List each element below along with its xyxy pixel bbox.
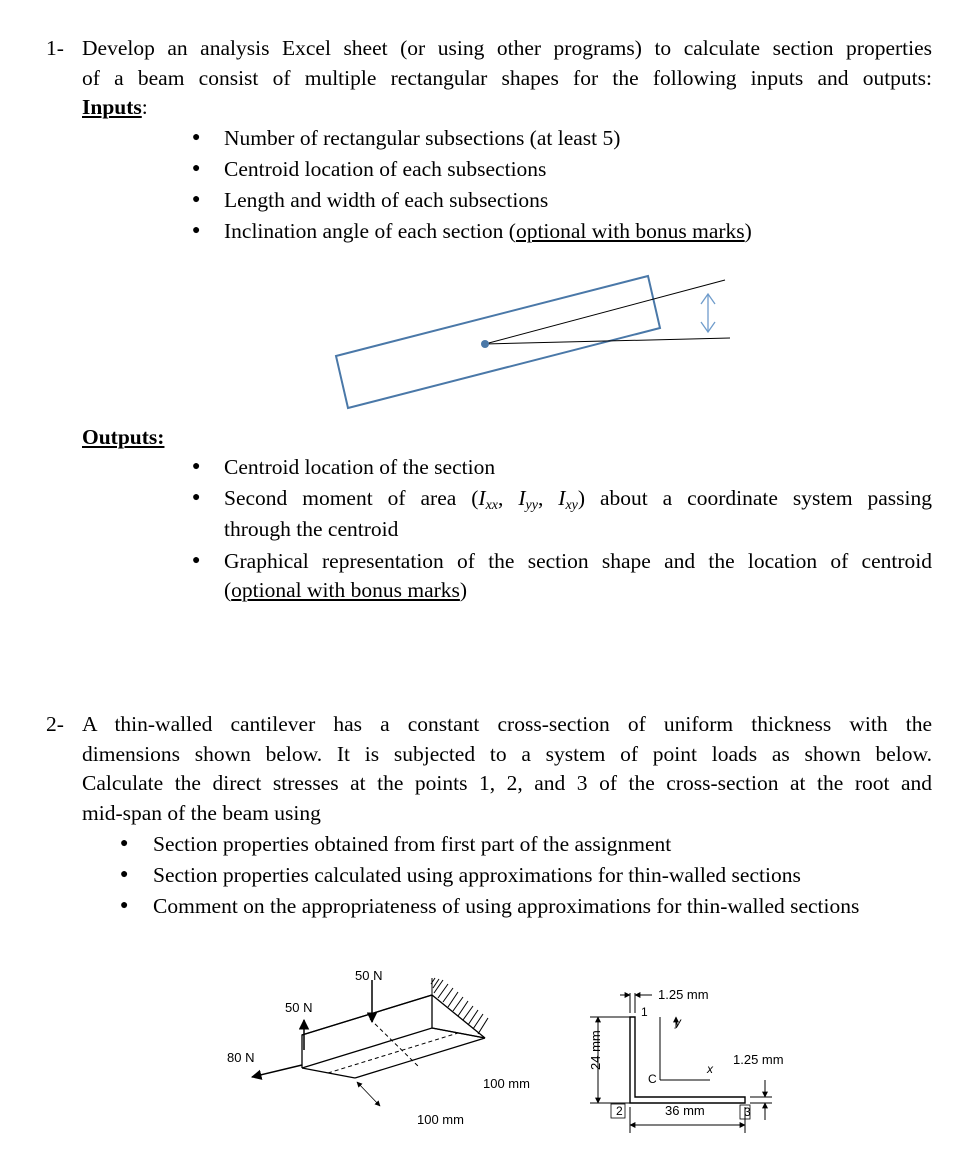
output2-symbol: I	[478, 486, 486, 510]
output-item: Second moment of area ($I_{xx}$, $I_{yy}$, $I_{xy}$) about a coordinate system passing	[224, 486, 933, 513]
output2-sub-xx: xx	[485, 498, 498, 513]
point-2-label: 2	[616, 1104, 623, 1118]
thick-top-label: 1.25 mm	[658, 987, 709, 1002]
input-item: Number of rectangular subsections (at least 5)	[224, 126, 621, 150]
inputs-heading	[82, 92, 148, 122]
q1-number: 1-	[46, 36, 64, 60]
load-top-label: 50 N	[355, 968, 383, 983]
bullet-icon: ●	[192, 192, 201, 207]
inclined-axis	[485, 280, 725, 344]
input-item: Centroid location of each subsections	[224, 157, 547, 181]
output-item: Centroid location of the section	[224, 455, 496, 479]
q2-bullet: Section properties obtained from first part of the assignment	[153, 832, 672, 856]
height-dim-label: 24 mm	[588, 1030, 603, 1070]
inputs-heading-label: Inputs	[82, 95, 142, 119]
input-item: Length and width of each subsections	[224, 188, 549, 212]
wall-hatch-icon	[431, 978, 488, 1034]
output2-post: ) about a coordinate system passing	[577, 486, 933, 510]
output-item-continued: (optional with bonus marks)	[224, 578, 468, 602]
output-item: Graphical representation of the section shape and the location of centroid	[224, 549, 932, 573]
load-side-label: 80 N	[227, 1050, 255, 1065]
q2-bullet: Comment on the appropriateness of using approximations for thin-walled sections	[153, 894, 860, 918]
q2-line3: Calculate the direct stresses at the points 1, 2, and 3 of the cross-section at the root and	[82, 771, 932, 795]
x-axis-label: x	[707, 1062, 713, 1076]
output-item-continued: through the centroid	[224, 517, 399, 541]
bullet-icon: ●	[192, 161, 201, 176]
output2-sub-yy: yy	[525, 498, 538, 513]
q2-line4: mid-span of the beam using	[82, 801, 321, 825]
cantilever-figure	[220, 960, 560, 1140]
length-dim-arrow-icon	[357, 1082, 380, 1106]
flange-dim-label: 36 mm	[665, 1103, 705, 1118]
cross-section-figure	[560, 975, 800, 1135]
q2-line2: dimensions shown below. It is subjected to a system of point loads as shown below.	[82, 742, 932, 766]
angle-arrow-icon	[701, 294, 715, 332]
bullet-icon: ●	[120, 898, 129, 913]
outputs-heading: Outputs:	[82, 425, 165, 449]
bullet-icon: ●	[120, 836, 129, 851]
q2-bullet: Section properties calculated using approximations for thin-walled sections	[153, 863, 801, 887]
bullet-icon: ●	[192, 459, 201, 474]
length-dim-label: 100 mm	[417, 1112, 464, 1127]
y-axis-label: y	[675, 1015, 681, 1029]
width-dim-label: 100 mm	[483, 1076, 530, 1091]
inclined-rectangle	[336, 276, 660, 408]
point-1-label: 1	[641, 1005, 648, 1019]
optional-note: optional with bonus marks	[231, 578, 460, 602]
bullet-icon: ●	[192, 553, 201, 568]
input-item: Inclination angle of each section (optional with bonus marks)	[224, 219, 752, 243]
output2-pre: Second moment of area (	[224, 486, 479, 510]
inputs-heading-colon: :	[141, 95, 148, 119]
bullet-icon: ●	[120, 867, 129, 882]
output2-symbol: I	[558, 486, 566, 510]
bullet-icon: ●	[192, 490, 201, 505]
output2-sub-xy: xy	[565, 498, 578, 513]
q2-line1: A thin-walled cantilever has a constant cross-section of uniform thickness with the	[82, 712, 932, 736]
centroid-label: C	[648, 1072, 657, 1086]
load-side-arrow-icon	[252, 1065, 302, 1077]
q1-line1: Develop an analysis Excel sheet (or using other programs) to calculate section properties	[82, 36, 932, 60]
l-section-shape	[630, 1017, 745, 1103]
q2-number: 2-	[46, 712, 64, 736]
bullet-icon: ●	[192, 223, 201, 238]
input-item-text: Inclination angle of each section	[224, 219, 509, 243]
point-3-label: 3	[744, 1105, 751, 1119]
optional-note: optional with bonus marks	[515, 219, 745, 243]
bullet-icon: ●	[192, 130, 201, 145]
cantilever-midlines	[328, 1019, 458, 1073]
inclined-rectangle-diagram	[330, 268, 750, 416]
q1-line2: of a beam consist of multiple rectangular shapes for the following inputs and outputs:	[82, 66, 932, 90]
load-up-label: 50 N	[285, 1000, 313, 1015]
cantilever-outline	[302, 995, 485, 1078]
thick-side-label: 1.25 mm	[733, 1052, 784, 1067]
output2-symbol: I	[518, 486, 526, 510]
horizontal-axis	[485, 338, 730, 344]
centroid-dot	[481, 340, 489, 348]
